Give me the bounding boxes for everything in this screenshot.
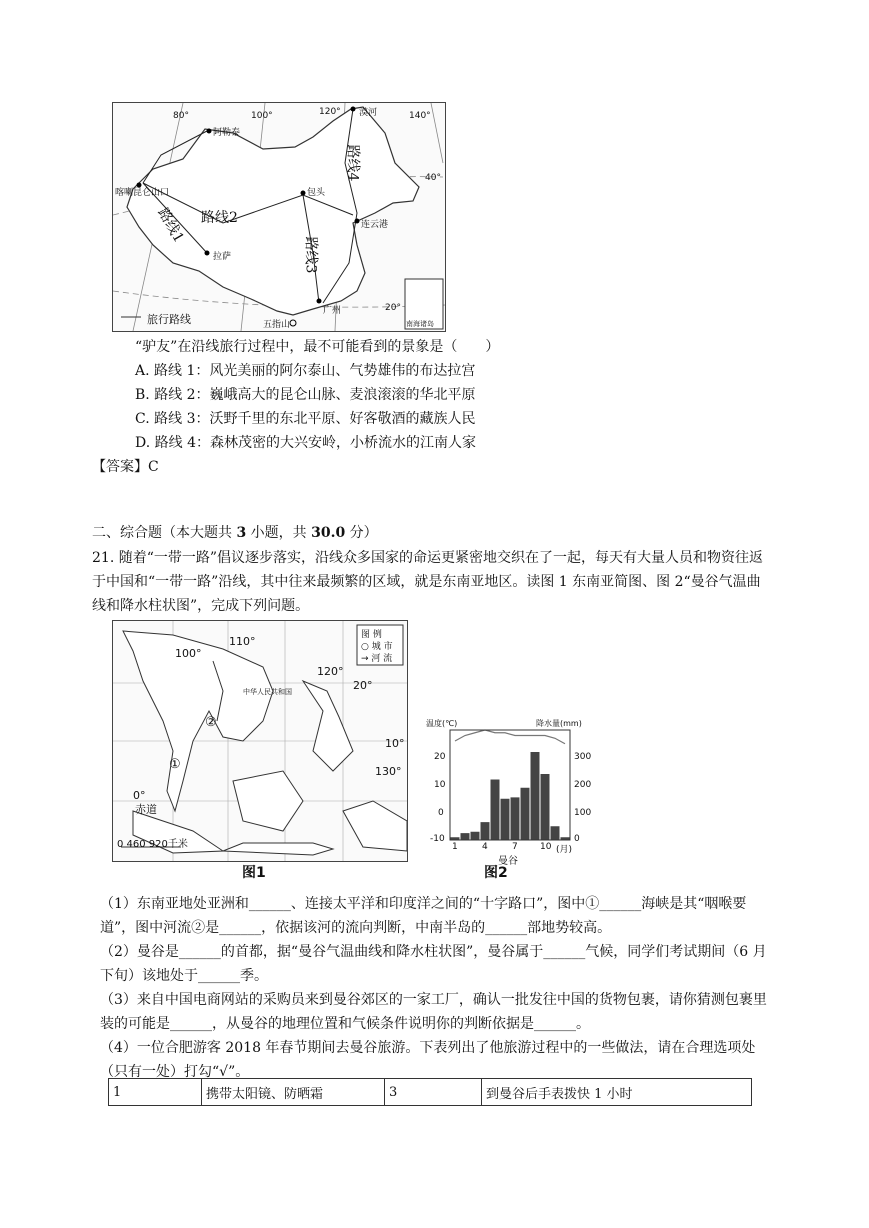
- temp-tick-10: 10: [434, 780, 446, 790]
- precip-tick-0: 0: [574, 834, 580, 844]
- papua-outline: [343, 801, 407, 851]
- map2-lon-120: 120°: [317, 665, 344, 678]
- q21-part1: （1）东南亚地处亚洲和______、连接太平洋和印度洋之间的“十字路口”，图中①______海峡是其“咽喉要道”，图中河流②是______，依据该河的流向判断，中南半岛的______部地势较高。: [100, 896, 747, 936]
- temp-tick-neg10: -10: [430, 834, 445, 844]
- q21-part3: （3）来自中国电商网站的采购员来到曼谷郊区的一家工厂，确认一批发往中国的货物包裹，请你猜测包裹里装的可能是______，从曼谷的地理位置和气候条件说明你的判断依据是______。: [100, 992, 767, 1032]
- map2-lat-10: 10°: [385, 737, 405, 750]
- map2-country-label: 中华人民共和国: [243, 688, 292, 696]
- map2-lat-0: 0°: [133, 789, 146, 802]
- q20-stem: “驴友”在沿线旅行过程中，最不可能看到的景象是（ ）: [135, 339, 500, 355]
- precip-bar-2: [461, 833, 470, 840]
- map2-lat-20: 20°: [353, 679, 373, 692]
- q21-part2: （2）曼谷是______的首都，据“曼谷气温曲线和降水柱状图”，曼谷属于______气候，同学们考试期间（6 月下旬）该地处于______季。: [100, 944, 767, 984]
- section2-heading-e: 分）: [345, 525, 378, 541]
- chart-frame: [450, 730, 570, 840]
- map2-legend-river: → 河 流: [361, 654, 393, 664]
- city-guangzhou: [317, 299, 322, 304]
- map2-lon-100: 100°: [175, 647, 202, 660]
- route-3-label: 路线3: [302, 236, 319, 274]
- marker-river-2: ②: [205, 715, 217, 730]
- chart-title: 曼谷: [498, 856, 518, 867]
- precip-tick-100: 100: [574, 808, 592, 818]
- precip-bar-7: [511, 797, 520, 840]
- label-lhasa: 拉萨: [213, 252, 232, 262]
- lat-20: 20°: [385, 303, 401, 313]
- chart-ylabel-left: 温度(℃): [426, 719, 458, 728]
- temp-tick-0: 0: [438, 808, 444, 818]
- map2-lon-110: 110°: [229, 635, 256, 648]
- table-cell-num-1[interactable]: 1: [109, 1079, 202, 1106]
- q21-options-table: [108, 1078, 752, 1106]
- section2-heading-score: 30.0: [311, 525, 346, 541]
- figure1-caption: 图1: [242, 865, 266, 881]
- precip-bar-3: [471, 832, 480, 840]
- precip-bar-10: [541, 774, 550, 840]
- borneo-outline: [233, 771, 303, 831]
- precip-bar-11: [551, 826, 560, 840]
- q20-answer: 【答案】C: [92, 459, 159, 475]
- x-tick-7: 7: [512, 842, 518, 852]
- section2-heading-c: 小题，共: [246, 525, 312, 541]
- label-lianyungang: 连云港: [361, 220, 389, 230]
- x-axis-unit: (月): [556, 845, 573, 855]
- marker-strait-1: ①: [169, 757, 181, 772]
- lon-80: 80°: [173, 111, 189, 121]
- label-guangzhou: 广州: [323, 306, 342, 316]
- label-altay: 阿勒泰: [213, 128, 241, 138]
- x-tick-1: 1: [452, 842, 458, 852]
- java-outline: [223, 843, 333, 855]
- se-asia-map: [112, 620, 408, 862]
- lat-40: 40°: [425, 173, 441, 183]
- q21-intro: 21. 随着“一带一路”倡议逐步落实，沿线众多国家的命运更紧密地交织在了一起，每天有大量人员和物资往返于中国和“一带一路”沿线，其中往来最频繁的区域，就是东南亚地区。读图 1 东南亚简图、图 2“曼谷气温曲线和降水柱状图”，完成下列问题。: [92, 550, 764, 614]
- precip-bar-9: [531, 752, 540, 840]
- section2-heading-count: 3: [236, 525, 247, 541]
- q20-option-b: B. 路线 2：巍峨高大的昆仑山脉、麦浪滚滚的华北平原: [135, 387, 476, 403]
- philippines-outline: [303, 681, 353, 771]
- q20-option-c: C. 路线 3：沃野千里的东北平原、好客敬酒的藏族人民: [135, 411, 476, 427]
- table-cell-watch[interactable]: 到曼谷后手表拨快 1 小时: [482, 1079, 752, 1106]
- inset-label: 南海诸岛: [406, 320, 434, 328]
- figure2-caption: 图2: [484, 865, 508, 881]
- label-wuzhishan: 五指山: [263, 320, 291, 330]
- map2-legend-city: ○ 城 市: [361, 642, 393, 652]
- city-wuzhishan: [290, 320, 296, 326]
- precip-tick-200: 200: [574, 780, 592, 790]
- city-lianyungang: [355, 219, 360, 224]
- precip-bar-8: [521, 788, 530, 840]
- city-mohe: [351, 107, 356, 112]
- map2-scale: 0 460 920千米: [117, 839, 188, 850]
- table-cell-sunglasses[interactable]: 携带太阳镜、防晒霜: [202, 1079, 385, 1106]
- q20-option-d: D. 路线 4：森林茂密的大兴安岭，小桥流水的江南人家: [135, 435, 476, 451]
- q20-option-a: A. 路线 1：风光美丽的阿尔泰山、气势雄伟的布达拉宫: [135, 363, 476, 379]
- table-row: [109, 1079, 752, 1106]
- x-tick-10: 10: [540, 842, 552, 852]
- label-karakoram: 喀喇昆仑山口: [115, 188, 170, 198]
- temp-tick-20: 20: [434, 752, 446, 762]
- x-tick-4: 4: [482, 842, 488, 852]
- section2-heading-a: 二、综合题（本大题共: [92, 525, 237, 541]
- city-altay: [207, 129, 212, 134]
- route-1-label: 路线1: [154, 205, 187, 246]
- precip-tick-300: 300: [574, 752, 592, 762]
- chart-ylabel-right: 降水量(mm): [536, 719, 582, 728]
- route-4-label: 路线4: [344, 144, 361, 182]
- lon-120: 120°: [319, 107, 341, 117]
- lon-100: 100°: [251, 111, 273, 121]
- legend-route-label: 旅行路线: [147, 313, 191, 326]
- section2-heading: [92, 522, 378, 544]
- precip-bar-4: [481, 822, 490, 840]
- city-baotou: [301, 191, 306, 196]
- map2-equator: 赤道: [135, 803, 157, 816]
- map2-legend-title: 图 例: [361, 630, 382, 640]
- lon-140: 140°: [409, 111, 431, 121]
- label-baotou: 包头: [307, 188, 326, 198]
- table-cell-num-3[interactable]: 3: [385, 1079, 482, 1106]
- precip-bar-5: [491, 780, 500, 841]
- route-2-label: 路线2: [201, 210, 238, 226]
- map2-lon-130: 130°: [375, 765, 402, 778]
- q21-part4: （4）一位合肥游客 2018 年春节期间去曼谷旅游。下表列出了他旅游过程中的一些做法，请在合理选项处（只有一处）打勾“√”。: [100, 1040, 756, 1080]
- city-lhasa: [205, 251, 210, 256]
- china-route-map: [112, 102, 446, 332]
- temperature-line: [455, 730, 565, 744]
- climate-chart-svg: [420, 718, 590, 862]
- bangkok-climate-chart: [420, 718, 592, 867]
- precip-bar-6: [501, 799, 510, 840]
- label-mohe: 漠河: [359, 108, 378, 118]
